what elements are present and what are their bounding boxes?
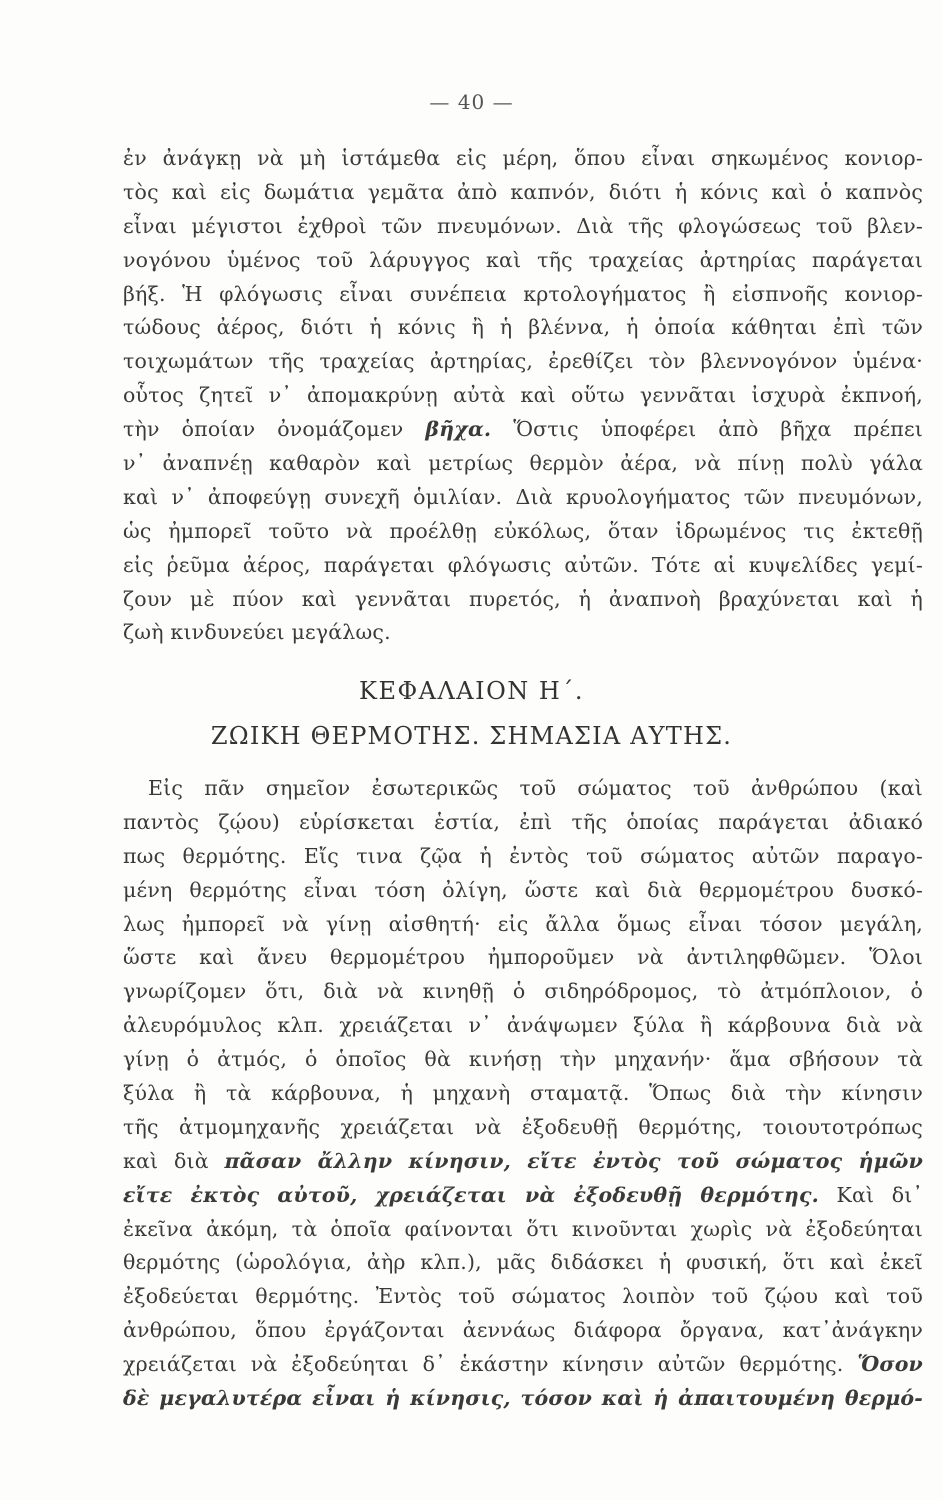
text-line: ἐκεῖνα ἀκόμη, τὰ ὁποῖα φαίνονται ὅτι κινοῦνται χωρὶς νὰ ἐξοδεύηται [123,1216,923,1241]
text-line: ἀνθρώπου, ὅπου ἐργάζονται ἀεννάως διάφορα ὄργανα, κατ᾽ἀνάγκην [123,1318,923,1343]
text-segment: Ὅστις ὑποφέρει ἀπὸ βῆχα πρέπει [513,417,924,442]
text-line: δὲ μεγαλυτέρα εἶναι ἡ κίνησις, τόσον καὶ ἡ ἀπαιτουμένη θερμό- [123,1386,923,1411]
text-line: ὡς ἠμπορεῖ τοῦτο νὰ προέλθῃ εὐκόλως, ὅταν ἱδρωμένος τις ἐκτεθῇ [123,518,923,543]
text-line: εἶναι μέγιστοι ἐχθροὶ τῶν πνευμόνων. Διὰ τῆς φλογώσεως τοῦ βλεν- [123,213,923,238]
emphasized-term: βῆχα. [425,417,492,442]
text-line [123,1179,923,1213]
emphasized-text: πᾶσαν ἄλλην κίνησιν, εἴτε ἐντὸς τοῦ σώματος ἡμῶν [224,1148,923,1173]
text-line: ζουν μὲ πύον καὶ γεννᾶται πυρετός, ἡ ἀναπνοὴ βραχύνεται καὶ ἡ [123,586,923,611]
text-line: οὗτος ζητεῖ ν᾽ ἀπομακρύνῃ αὐτὰ καὶ οὕτω γεννᾶται ἰσχυρὰ ἐκπνοή, [123,383,923,408]
text-segment: Καὶ δι᾽ [836,1182,923,1207]
text-line: εἰς ῥεῦμα ἀέρος, παράγεται φλόγωσις αὐτῶν. Τότε αἱ κυψελίδες γεμί- [123,552,923,577]
text-line: παντὸς ζῴου) εὑρίσκεται ἑστία, ἐπὶ τῆς ὁποίας παράγεται ἀδιακό [123,809,923,834]
text-line: τώδους ἀέρος, διότι ἡ κόνις ἢ ἡ βλέννα, ἡ ὁποία κάθηται ἐπὶ τῶν [123,315,923,340]
text-line: ξύλα ἢ τὰ κάρβουνα, ἡ μηχανὴ σταματᾷ. Ὅπως διὰ τὴν κίνησιν [123,1081,923,1106]
text-line: λως ἠμπορεῖ νὰ γίνῃ αἰσθητή· εἰς ἄλλα ὅμως εἶναι τόσον μεγάλη, [123,911,923,936]
page-number: — 40 — [429,90,514,114]
text-line: βήξ. Ἡ φλόγωσις εἶναι συνέπεια κρτολογήματος ἢ εἰσπνοῆς κονιορ- [123,281,923,306]
chapter-title: ΚΕΦΑΛΑΙΟΝ Η΄. [359,677,584,705]
text-line: ἐξοδεύεται θερμότης. Ἐντὸς τοῦ σώματος λοιπὸν τοῦ ζῴου καὶ τοῦ [123,1284,923,1309]
text-line: τοιχωμάτων τῆς τραχείας ἀρτηρίας, ἐρεθίζει τὸν βλεννογόνον ὑμένα· [123,349,923,374]
text-line: θερμότης (ὡρολόγια, ἀὴρ κλπ.), μᾶς διδάσκει ἡ φυσική, ὅτι καὶ ἐκεῖ [123,1250,923,1275]
text-line: τῆς ἀτμομηχανῆς χρειάζεται νὰ ἐξοδευθῇ θερμότης, τοιουτοτρόπως [123,1114,923,1139]
text-segment: καὶ διὰ [123,1148,209,1173]
text-line: καὶ ν᾽ ἀποφεύγῃ συνεχῆ ὁμιλίαν. Διὰ κρυολογήματος τῶν πνευμόνων, [123,484,923,509]
text-line: τὸς καὶ εἰς δωμάτια γεμᾶτα ἀπὸ καπνόν, διότι ἡ κόνις καὶ ὁ καπνὸς [123,179,923,204]
text-line: ἀλευρόμυλος κλπ. χρειάζεται ν᾽ ἀνάψωμεν ξύλα ἢ κάρβουνα διὰ νὰ [123,1013,923,1038]
section-title: ΖΩΙΚΗ ΘΕΡΜΟΤΗΣ. ΣΗΜΑΣΙΑ ΑΥΤΗΣ. [210,722,733,750]
text-line: πως θερμότης. Εἴς τινα ζῷα ἡ ἐντὸς τοῦ σώματος αὐτῶν παραγο- [123,843,923,868]
text-line: ζωὴ κινδυνεύει μεγάλως. [123,620,391,645]
text-line: ν᾽ ἀναπνέῃ καθαρὸν καὶ μετρίως θερμὸν ἀέρα, νὰ πίνῃ πολὺ γάλα [123,451,923,476]
text-line: ὥστε καὶ ἄνευ θερμομέτρου ἠμποροῦμεν νὰ ἀντιληφθῶμεν. Ὅλοι [123,945,923,970]
text-line: μένη θερμότης εἶναι τόση ὀλίγη, ὥστε καὶ διὰ θερμομέτρου δυσκό- [123,877,923,902]
text-line: γίνῃ ὁ ἀτμός, ὁ ὁποῖος θὰ κινήσῃ τὴν μηχανήν· ἅμα σβήσουν τὰ [123,1047,923,1072]
text-line: γνωρίζομεν ὅτι, διὰ νὰ κινηθῇ ὁ σιδηρόδρομος, τὸ ἀτμόπλοιον, ὁ [123,979,923,1004]
text-line [123,1348,923,1382]
text-line [123,1145,923,1179]
text-segment: χρειάζεται νὰ ἐξοδεύηται δ᾽ ἑκάστην κίνησιν αὐτῶν θερμότης. [123,1352,844,1377]
emphasized-text: Ὅσον [857,1352,923,1377]
text-line [123,413,923,447]
paragraph-animal-heat [123,772,923,1416]
paragraph-respiratory-diseases [123,142,923,650]
text-line: Εἰς πᾶν σημεῖον ἐσωτερικῶς τοῦ σώματος τοῦ ἀνθρώπου (καὶ [148,776,923,800]
text-line: νογόνου ὑμένος τοῦ λάρυγγος καὶ τῆς τραχείας ἀρτηρίας παράγεται [123,247,923,272]
emphasized-text: εἴτε ἐκτὸς αὐτοῦ, χρειάζεται νὰ ἐξοδευθῇ θερμότης. [123,1182,819,1207]
text-line: ἐν ἀνάγκῃ νὰ μὴ ἱστάμεθα εἰς μέρη, ὅπου εἶναι σηκωμένος κονιορ- [123,146,923,170]
text-segment: τὴν ὁποίαν ὀνομάζομεν [123,417,404,442]
